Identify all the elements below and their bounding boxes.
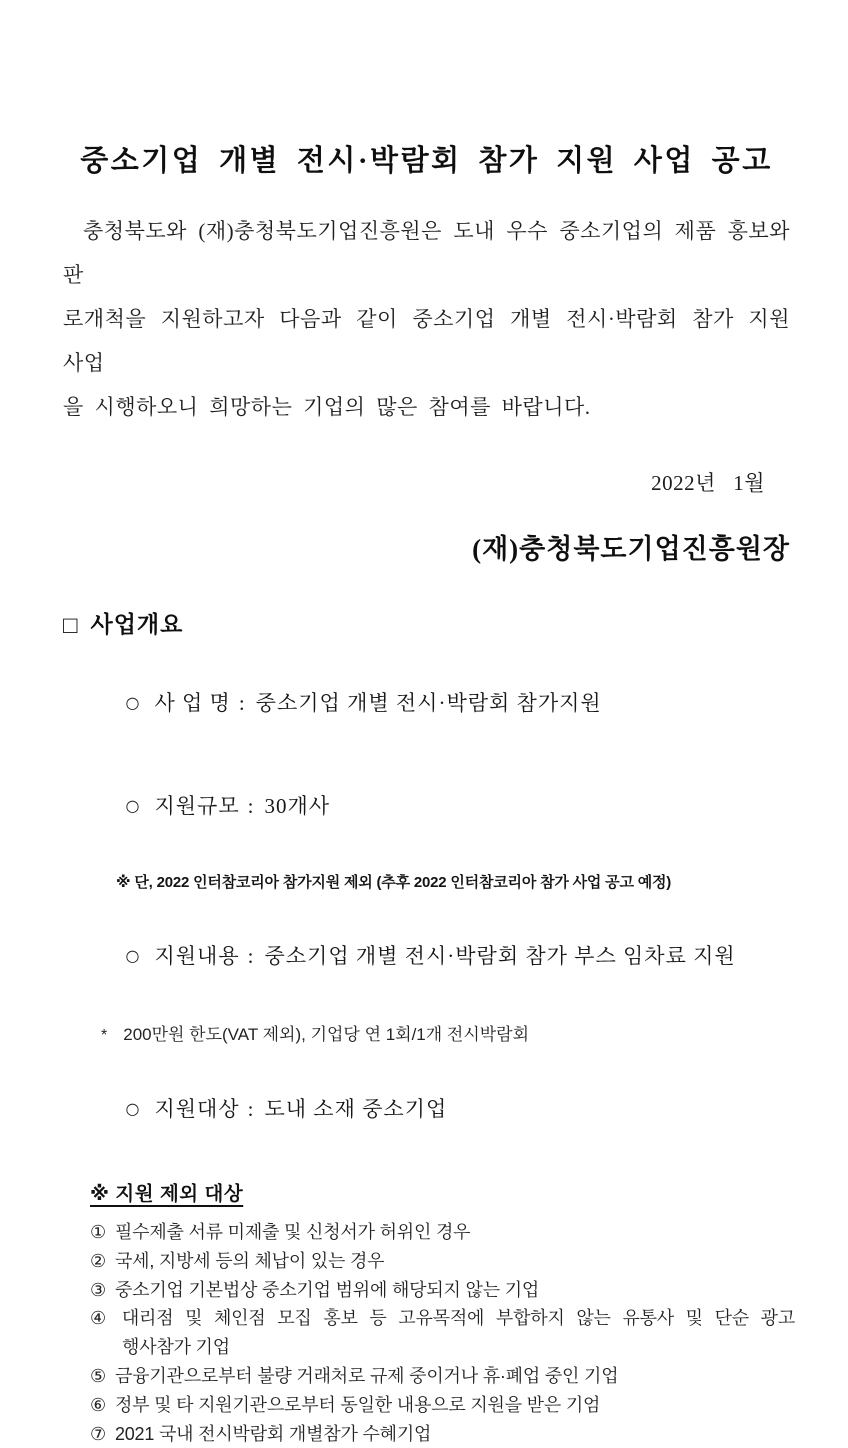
item-value: 중소기업 개별 전시·박람회 참가 부스 임차료 지원 (264, 944, 736, 968)
item-value: 도내 소재 중소기업 (264, 1097, 448, 1121)
intro-paragraph (63, 209, 790, 429)
exclusion-item-5 (90, 1362, 795, 1391)
exclusion-text-line1 (90, 1304, 795, 1333)
item-value: 30개사 (264, 794, 331, 818)
circled-number-5: ⑤ (90, 1365, 106, 1386)
exclusion-item-4 (90, 1304, 795, 1362)
overview-heading-label: 사업개요 (90, 612, 184, 637)
circle-bullet-icon: ○ (125, 693, 141, 712)
exclusion-section (63, 1178, 796, 1448)
note-support-limit (63, 1020, 790, 1045)
colon-separator: : (238, 691, 246, 715)
exclusion-text: 필수제출 서류 미제출 및 신청서가 허위인 경우 (114, 1222, 471, 1242)
overview-section (63, 606, 790, 1148)
document-title: 중소기업 개별 전시·박람회 참가 지원 사업 공고 (80, 145, 773, 177)
item-value: 중소기업 개별 전시·박람회 참가지원 (255, 691, 602, 715)
exclusion-text: 대리점 및 체인점 모집 홍보 등 고유목적에 부합하지 않는 유통사 및 단순 광고 (121, 1308, 796, 1329)
item-label: 지원규모 (154, 794, 240, 818)
overview-item-name (63, 662, 790, 742)
exclusion-item-6 (90, 1391, 795, 1420)
exclusion-item-3 (90, 1276, 795, 1305)
square-bullet-icon: □ (63, 613, 79, 639)
exclusion-item-1 (90, 1218, 795, 1247)
colon-separator: : (247, 1097, 255, 1121)
overview-item-content (63, 915, 790, 995)
intro-line-1: 충청북도와 (재)충청북도기업진흥원은 도내 우수 중소기업의 제품 홍보와 판 (63, 219, 790, 287)
circled-number-3: ③ (90, 1279, 106, 1300)
note-support-limit-text: 200만원 한도(VAT 제외), 기업당 연 1회/1개 전시박람회 (123, 1025, 530, 1044)
exclusion-list (90, 1218, 795, 1448)
circled-number-4: ④ (90, 1308, 113, 1329)
intro-line-3: 을 시행하오니 희망하는 기업의 많은 참여를 바랍니다. (63, 395, 591, 419)
item-label: 지원내용 (154, 944, 240, 968)
exclusion-item-2 (90, 1247, 795, 1276)
item-label: 지원대상 (154, 1097, 240, 1121)
exclusion-text: 국세, 지방세 등의 체납이 있는 경우 (114, 1250, 385, 1271)
issuer-signature: (재)충청북도기업진흥원장 (472, 534, 790, 564)
exclusion-heading: ※ 지원 제외 대상 (90, 1183, 244, 1205)
overview-item-target (63, 1068, 790, 1148)
item-label: 사 업 명 (154, 691, 231, 715)
asterisk-marker: * (101, 1027, 108, 1044)
exclusion-text: 금융기관으로부터 불량 거래처로 규제 중이거나 휴·폐업 중인 기업 (114, 1365, 619, 1386)
overview-heading (63, 606, 790, 639)
circle-bullet-icon: ○ (125, 1099, 141, 1118)
exclusion-text: 2021 국내 전시박람회 개별참가 수혜기업 (114, 1423, 432, 1444)
exclusion-text-line2: 행사참가 기업 (122, 1337, 230, 1358)
overview-item-scale (63, 765, 790, 845)
exclusion-text: 정부 및 타 지원기관으로부터 동일한 내용으로 지원을 받은 기엄 (114, 1394, 601, 1415)
note-intercharm-exclusion: ※ 단, 2022 인터참코리아 참가지원 제외 (추후 2022 인터참코리아 참가 사업 공고 예정) (116, 874, 672, 891)
colon-separator: : (247, 944, 255, 968)
exclusion-item-7 (90, 1420, 795, 1448)
circle-bullet-icon: ○ (125, 796, 141, 815)
circled-number-2: ② (90, 1250, 106, 1271)
circled-number-1: ① (90, 1222, 106, 1242)
circle-bullet-icon: ○ (125, 946, 141, 965)
circled-number-7: ⑦ (90, 1423, 106, 1444)
colon-separator: : (247, 794, 255, 818)
document-date: 2022년 1월 (651, 471, 765, 495)
exclusion-text: 중소기업 기본법상 중소기업 범위에 해당되지 않는 기업 (114, 1279, 540, 1300)
circled-number-6: ⑥ (90, 1394, 106, 1415)
intro-line-2: 로개척을 지원하고자 다음과 같이 중소기업 개별 전시·박람회 참가 지원 사업 (63, 307, 790, 375)
